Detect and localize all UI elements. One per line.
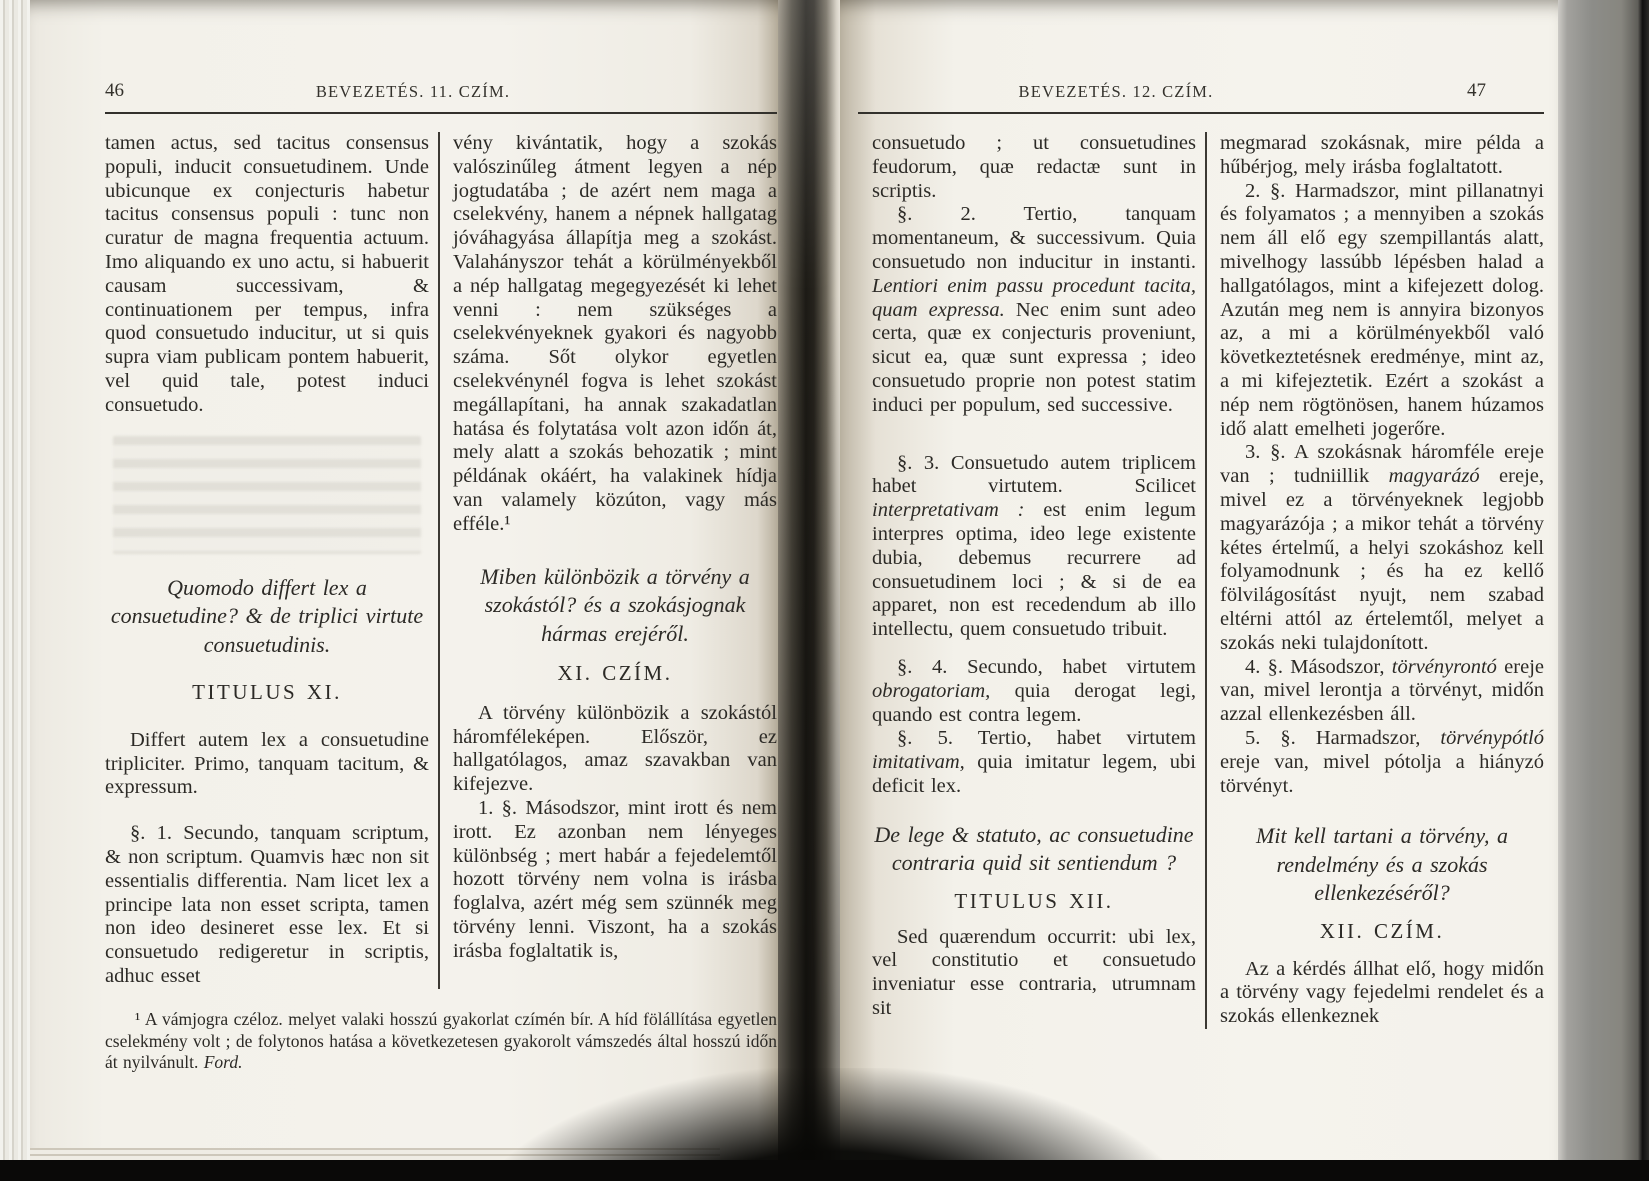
latin-paragraph: §. 1. Secundo, tanquam scriptum, & non scriptum. Quamvis hæc non sit essentialis differentia. Nam licet lex a principe lata non esset scripta, tamen non ideo desineret esse lex. Et si consuetudo redigeretur in scriptis, adhuc esset bbox=[105, 822, 429, 988]
para-segment: §. 2. Tertio, tanquam momentaneum, & successivum. Quia consuetudo non inducitur in instanti. bbox=[872, 203, 1196, 273]
bleedthrough-texture bbox=[113, 436, 421, 554]
footnote-signature: Ford. bbox=[203, 1052, 243, 1073]
titulus-heading: TITULUS XII. bbox=[954, 888, 1114, 913]
para-segment: 4. §. Másodszor, bbox=[1245, 655, 1392, 678]
left-head-rule bbox=[105, 112, 777, 114]
czim-heading: XI. CZÍM. bbox=[557, 661, 673, 686]
latin-paragraph: tamen actus, sed tacitus consensus populi, inducit consuetudinem. Unde ubicunque ex conjecturis habetur tacitus consensus populi : tunc non curatur de magna frequentia actuum. Imo aliquando ex uno actu, si habuerit causam successivam, & continuationem per tempus, infra quod consuetudo inducitur, ut si quis supra viam publicam pontem habuerit, vel quid tale, potest induci consuetudo. bbox=[105, 132, 429, 416]
latin-section-heading: Quomodo differt lex a consuetudine? & de triplici virtute consuetudinis. bbox=[110, 574, 424, 657]
para-segment-italic: törvényrontó bbox=[1391, 655, 1497, 678]
hungarian-paragraph: 2. §. Harmadszor, mint pillanatnyi és folyamatos ; a mennyiben a szokás nem áll elő egy szempillantás alatt, mivelhogy lassúbb lépésben halad a hallgatólagos, mint a kifejezett dolog. Azután meg nem is annyira bizonyos az, a mi a körülményekből való következtetésnek eredménye, mint az, a mi kifejeztetik. Ezért a szokást a nép nem rögtönösen, hanem húzamos idő alatt emelheti jogerőre. bbox=[1220, 179, 1544, 440]
scan-bottom-edge bbox=[0, 1160, 1649, 1181]
page-stack-edge-left bbox=[0, 0, 30, 1181]
titulus-heading: TITULUS XI. bbox=[192, 680, 342, 705]
latin-paragraph: Differt autem lex a consuetudine tripliciter. Primo, tanquam tacitum, & expressum. bbox=[105, 728, 429, 799]
right-running-head bbox=[872, 82, 1544, 108]
para-segment: quia imitatur legem, ubi deficit lex. bbox=[872, 751, 1196, 797]
para-segment: ereje, mivel ez a törvényeknek legjobb magyarázója ; a mikor tehát a törvény kétes értelmű, a helyi szokáshoz kell folyamodnunk ; és ha ez kellő fölvilágosítást nyujt, nem szabad eltérni attól az értelemtől, melyet a szokás neki tulajdonított. bbox=[1220, 465, 1544, 654]
footnote-text: ¹ A vámjogra czéloz. melyet valaki hosszú gyakorlat czímén bír. A híd fölállítása egyetlen cselekmény volt ; de folytonos hatása a következetesen gyakorolt vámszedés által hosszú időn át nyilvánult. bbox=[105, 1008, 777, 1073]
left-hungarian-column bbox=[440, 132, 777, 989]
czim-heading: XII. CZÍM. bbox=[1319, 918, 1445, 943]
left-page-content bbox=[105, 0, 777, 1092]
latin-paragraph bbox=[872, 452, 1196, 642]
para-segment: ereje van, mivel pótolja a hiányzó törvényt. bbox=[1220, 750, 1544, 797]
left-running-head bbox=[105, 82, 777, 108]
latin-paragraph bbox=[872, 656, 1196, 727]
hungarian-paragraph bbox=[1220, 441, 1544, 655]
para-segment-italic: magyarázó bbox=[1388, 465, 1480, 488]
left-latin-column bbox=[105, 132, 440, 989]
para-segment-italic: Lentiori enim passu procedunt tacita, quam expressa. bbox=[872, 274, 1196, 321]
para-segment: §. 3. Consuetudo autem triplicem habet virtutem. Scilicet bbox=[872, 451, 1196, 498]
para-segment: §. 5. Tertio, habet virtutem bbox=[897, 727, 1196, 750]
hungarian-paragraph: 1. §. Másodszor, mint irott és nem irott. Ez azonban nem lényeges különbség ; mert habár a fejedelemtől hozott törvény nem volna is irásba foglalva, azért még sem szünnék meg törvény lenni. Viszont, ha a szokás irásba foglaltatik is, bbox=[453, 797, 777, 962]
latin-paragraph bbox=[872, 727, 1196, 798]
hungarian-paragraph: vény kivántatik, hogy a szokás valószinűleg átment legyen a nép jogtudatába ; de azért nem maga a cselekvény, hanem a népnek hallgatag jóváhagyása állapítja meg a szokást. Valahányszor tehát a körülményekből a nép hallgatag megegyezését ki lehet venni : nem szükséges a cselekvényeknek gyakori és nagyobb száma. Sőt olykor egyetlen cselekvénynél fogva is lehet szokást megállapítani, ha annak szakadatlan hatása és folytatása volt azon időn át, mely alatt a szokás behozatik ; mint példának okáért, ha valakinek hídja van valamely közúton, vagy más efféle.¹ bbox=[453, 132, 777, 535]
hungarian-paragraph: Az a kérdés állhat elő, hogy midőn a törvény vagy fejedelmi rendelet és a szokás ellenkeznek bbox=[1220, 957, 1544, 1028]
para-segment-italic: imitativam, bbox=[872, 751, 965, 774]
latin-paragraph: consuetudo ; ut consuetudines feudorum, quæ redactæ sunt in scriptis. bbox=[872, 132, 1196, 202]
para-segment-italic: obrogatoriam, bbox=[872, 679, 991, 702]
right-page-content bbox=[872, 0, 1544, 1029]
left-page-number: 46 bbox=[105, 80, 124, 101]
para-segment: ereje van, mivel lerontja a törvényt, midőn azzal ellenkezésben áll. bbox=[1220, 655, 1544, 726]
para-segment: est enim legum interpres optima, ideo lege existente dubia, debemus recurrere ad consuetudinem loci ; & si de ea apparet, non est recedendum ab illo intellectu, quem consuetudo tribuit. bbox=[872, 499, 1196, 641]
right-columns bbox=[872, 132, 1544, 1029]
latin-paragraph bbox=[872, 203, 1196, 417]
book-gutter bbox=[778, 0, 840, 1168]
right-hungarian-column bbox=[1207, 132, 1544, 1029]
para-segment: Nec enim sunt adeo certa, quæ ex conjecturis proveniunt, sicut ea, quæ sunt expressa ; ideo consuetudo proprie non potest statim induci per populum, sed successive. bbox=[872, 298, 1196, 416]
footnote bbox=[105, 1009, 777, 1074]
book-fore-edge-right bbox=[1556, 0, 1649, 1181]
hungarian-section-heading: Miben különbözik a törvény a szokástól? és a szokásjognak hármas erejéről. bbox=[480, 563, 750, 646]
right-running-title: BEVEZETÉS. 12. CZÍM. bbox=[1018, 82, 1214, 101]
right-head-rule bbox=[858, 112, 1544, 114]
hungarian-paragraph: megmarad szokásnak, mire példa a hűbérjog, mely irásba foglaltatott. bbox=[1220, 132, 1544, 178]
left-columns bbox=[105, 132, 777, 989]
para-segment: 3. §. A szokásnak háromféle ereje van ; tudniillik bbox=[1220, 441, 1544, 488]
hungarian-paragraph: A törvény különbözik a szokástól háromféleképen. Először, ez hallgatólagos, amaz szavakban van kifejezve. bbox=[453, 701, 777, 796]
latin-section-heading: De lege & statuto, ac consuetudine contraria quid sit sentiendum ? bbox=[874, 821, 1194, 876]
latin-paragraph: Sed quærendum occurrit: ubi lex, vel constitutio et consuetudo inveniatur esse contraria, utrumnam sit bbox=[872, 925, 1196, 1019]
para-segment: 5. §. Harmadszor, bbox=[1245, 726, 1441, 749]
para-segment-italic: interpretativam : bbox=[872, 499, 1025, 522]
left-running-title: BEVEZETÉS. 11. CZÍM. bbox=[315, 82, 511, 101]
para-segment: §. 4. Secundo, habet virtutem bbox=[897, 655, 1196, 678]
para-segment-italic: törvénypótló bbox=[1440, 726, 1544, 749]
hungarian-paragraph bbox=[1220, 727, 1544, 798]
para-segment: quia derogat legi, quando est contra legem. bbox=[872, 679, 1196, 726]
hungarian-section-heading: Mit kell tartani a törvény, a rendelmény és a szokás ellenkezéséről? bbox=[1256, 823, 1508, 906]
hungarian-paragraph bbox=[1220, 656, 1544, 727]
right-page-number: 47 bbox=[1467, 80, 1486, 101]
right-latin-column bbox=[872, 132, 1207, 1029]
